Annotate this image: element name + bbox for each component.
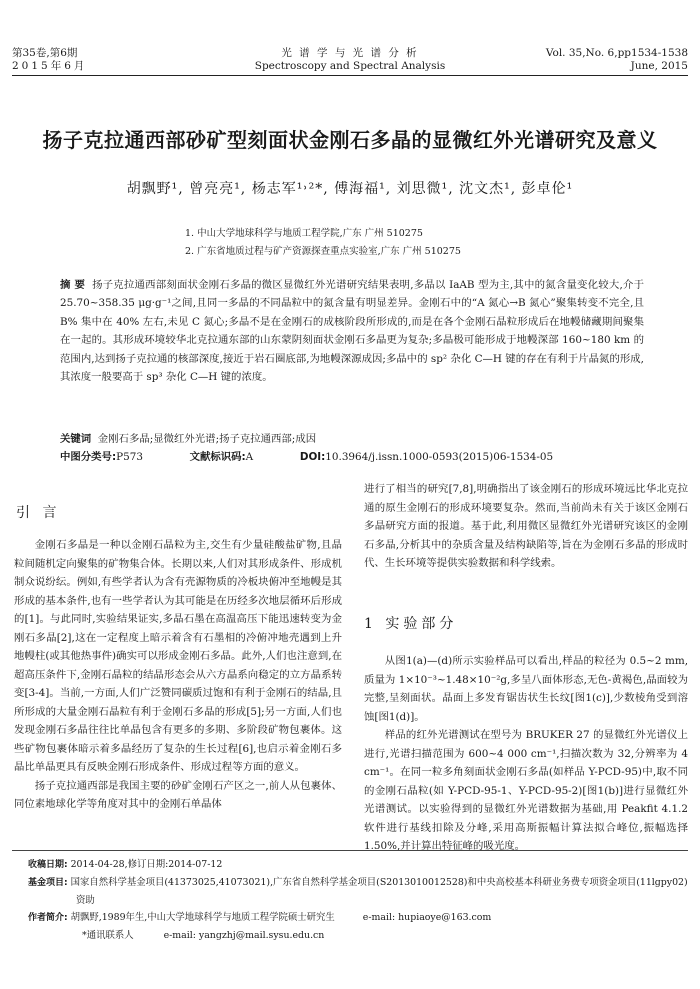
intro-paragraph-1: 金刚石多晶是一种以金刚石晶粒为主,交生有少量硅酸盐矿物,且晶粒间随机定向聚集的矿物集合体。长期以来,人们对其形成条件、形成机制众说纷纭。例如,有些学者认为含有壳源物质的冷板块俯冲至地幔是其形成的基本条件,也有一些学者认为其可能是在历经多次地层循环后形成的[1]。与此同时,实验结果证实,多晶石墨在高温高压下能迅速转变为金刚石多晶[2],这在一定程度上暗示着含有石墨相的冷俯冲地壳遇到上升地幔柱(或其他热事件)确实可以形成金刚石多晶。此外,人们也注意到,在超高压条件下,金刚石晶粒的结晶形态会从六方晶系向稳定的立方晶系转变[3-4]。当前,一方面,人们广泛赞同碳质过饱和有利于金刚石的结晶,且所形成的大量金刚石晶粒有利于金刚石多晶的形成[5];另一方面,人们也发现金刚石多晶往往比单晶包含有更多的多期、多阶段矿物包裹体。这些矿物包裹体暗示着多晶经历了复杂的生长过程[6],也启示着金刚石多晶比单晶更具有反映金刚石形成条件、形成过程等方面的意义。: [14, 539, 342, 773]
doc-code-value: A: [245, 451, 254, 463]
clc-value: P573: [116, 451, 143, 463]
corresponding-label: *通讯联系人: [82, 930, 134, 941]
keywords-line: [60, 430, 316, 445]
keywords-text: 金刚石多晶;显微红外光谱;扬子克拉通西部;成因: [97, 433, 317, 445]
right-column-experiment: [364, 652, 688, 856]
author-list: 胡飘野¹, 曾亮亮¹, 杨志军¹˒²*, 傅海福¹, 刘思微¹, 沈文杰¹, 彭卓伦¹: [126, 181, 574, 197]
abstract: [60, 276, 644, 386]
author-email: e-mail: hupiaoye@163.com: [362, 912, 492, 923]
section-introduction-title: 引 言: [16, 505, 61, 521]
abstract-text: 扬子克拉通西部刻面状金刚石多晶的微区显微红外光谱研究结果表明,多晶以 IaAB 型为主,其中的氮含量变化较大,介于 25.70~358.35 μg·g⁻¹之间,且同一多晶的不同晶粒中的氮含量有明显差异。金刚石中的“A 氮心→B 氮心”聚集转变不完全,且 B% 集中在 40% 左右,未见 C 氮心;多晶不是在金刚石的成核阶段所形成的,而是在各个金刚石晶粒形成后在地幔储藏期间聚集在一起的。其形成环境较华北克拉通东部的山东蒙阴刻面状金刚石多晶更为复杂;多晶极可能形成于地幔深部 160~180 km 的范围内,达到扬子克拉通的核部深度,接近于岩石圈底部,为地幔深源成因;多晶中的 sp² 杂化 C—H 键的存在有利于片晶氮的形成,其浓度一般要高于 sp³ 杂化 C—H 键的浓度。: [60, 279, 644, 384]
journal-title-en: Spectroscopy and Spectral Analysis: [254, 60, 446, 72]
experiment-paragraph-1: 从图1(a)—(d)所示实验样品可以看出,样品的粒径为 0.5~2 mm,质量为 1×10⁻³~1.48×10⁻²g,多呈八面体形态,无色-黄褐色,晶面较为完整,呈刻面状。晶面上多发育锯齿状生长纹[图1(c)],少数棱角受到溶蚀[图1(d)]。: [364, 655, 688, 723]
corresponding-line: [28, 927, 688, 944]
experiment-paragraph-2: 样品的红外光谱测试在型号为 BRUKER 27 的显微红外光谱仪上进行,光谱扫描范围为 600~4 000 cm⁻¹,扫描次数为 32,分辨率为 4 cm⁻¹。在同一粒多角刻面状金刚石多晶(如样品 Y-PCD-95)中,取不同的金刚石晶粒(如 Y-PCD-95-1、Y-PCD-95-2)[图1(b)]进行显微红外光谱测试。以实验得到的显微红外光谱数据为基础,用 Peakfit 4.1.2 软件进行基线扣除及分峰,采用高斯振幅计算法拟合峰位,振幅选择 1.50%,并计算出特征峰的吸光度。: [364, 729, 688, 852]
received-dates: 2014-04-28,修订日期:2014-07-12: [70, 859, 223, 870]
header-rule: [12, 75, 688, 76]
intro-paragraph-2: 扬子克拉通西部是我国主要的砂矿金刚石产区之一,前人从包裹体、同位素地球化学等角度对其中的金刚石单晶体: [14, 779, 342, 810]
fund-line: [28, 874, 688, 909]
author-bio: 胡飘野,1989年生,中山大学地球科学与地质工程学院硕士研究生: [70, 912, 335, 923]
author-bio-label: 作者简介:: [28, 913, 68, 923]
clc-label: 中图分类号:: [60, 451, 117, 463]
classification-line: [60, 448, 553, 463]
keywords-label: 关键词: [60, 433, 92, 445]
received-label: 收稿日期:: [28, 860, 68, 870]
footer-rule: [12, 850, 688, 851]
volume-issue: 第35卷,第6期: [12, 47, 78, 59]
received-line: [28, 856, 688, 874]
month-year: June, 2015: [630, 60, 688, 72]
volume-pages: Vol. 35,No. 6,pp1534-1538: [545, 47, 688, 59]
fund-text: 国家自然科学基金项目(41373025,41073021),广东省自然科学基金项目(S2013010012528)和中央高校基本科研业务费专项资金项目(11lgpy02)资助: [70, 877, 688, 906]
section-experiment-title: 1 实验部分: [364, 616, 458, 632]
affiliation-2: 2. 广东省地质过程与矿产资源探查重点实验室,广东 广州 510275: [185, 246, 461, 257]
footer-notes: [28, 856, 688, 944]
doc-code-label: 文献标识码:: [189, 451, 246, 463]
paper-title: 扬子克拉通西部砂矿型刻面状金刚石多晶的显微红外光谱研究及意义: [42, 128, 658, 152]
publication-date: 2015年6月: [12, 60, 88, 72]
doi-value: 10.3964/j.issn.1000-0593(2015)06-1534-05: [325, 451, 554, 463]
abstract-label: 摘 要: [60, 279, 86, 291]
journal-title-cn: 光 谱 学 与 光 谱 分 析: [281, 47, 419, 59]
intro-paragraph-continued: 进行了相当的研究[7,8],明确指出了该金刚石的形成环境远比华北克拉通的原生金刚石的形成环境要复杂。然而,当前尚未有关于该区金刚石多晶研究方面的报道。基于此,利用微区显微红外光谱研究该区的金刚石多晶,分析其中的杂质含量及结构缺陷等,旨在为金刚石多晶的形成时代、生长环境等提供实验数据和科学线索。: [364, 483, 688, 569]
author-bio-line: [28, 909, 688, 927]
fund-label: 基金项目:: [28, 878, 68, 888]
right-column-intro: [364, 480, 688, 573]
header-right: [546, 47, 688, 73]
corresponding-email: e-mail: yangzhj@mail.sysu.edu.cn: [163, 930, 325, 941]
affiliation-1: 1. 中山大学地球科学与地质工程学院,广东 广州 510275: [185, 228, 423, 239]
left-column: [14, 536, 342, 814]
doi-label: DOI:: [299, 451, 326, 463]
